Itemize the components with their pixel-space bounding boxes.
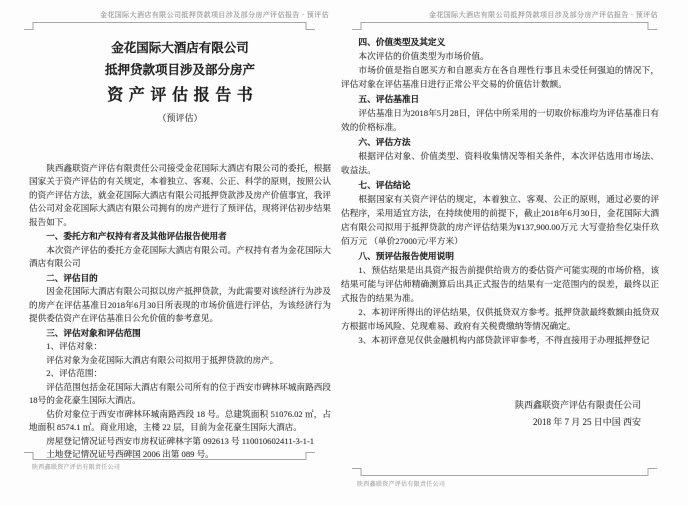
section-heading-4: 四、价值类型及其定义 [358,37,446,47]
section-heading-1: 一、委托方和产权持有者及其他评估报告使用者 [46,231,227,241]
section-heading-8: 八、预评估报告使用说明 [358,251,454,261]
report-body-page [341,34,659,431]
section-heading-2: 二、评估目的 [46,272,98,283]
report-subtitle: （预评估） [157,113,203,123]
running-header-left: 金花国际大酒店有限公司抵押贷款项目涉及部分房产评估报告 · 预评估 [99,11,329,19]
paragraph: 土地登记情况证号西碑国 2006 出第 089 号。 [46,449,214,459]
section-heading-7: 七、评估结论 [358,180,411,190]
paragraph: 根据评估对象、价值类型、资料收集情况等相关条件，本次评估选用市场法、收益法。 [341,151,659,175]
section-heading-3: 三、评估对象和评估范围 [46,327,141,338]
report-cover-page [29,36,331,462]
paragraph: 本次评估的价值类型为市场价值。 [358,51,489,61]
report-title-project: 抵押贷款项目涉及部分房产 [104,63,255,77]
paragraph: 房屋登记情况证号西安市房权证碑林字第 092613 号 110010602411-3-1-1 [46,435,315,446]
list-item: 1、预估结果是出具资产报告前提供给贵方的委估资产可能实现的市场价格，该结果可能与评估师精确测算后出具正式报告的结果有一定范围内的误差，最终以正式报告的结果为准。 [341,265,659,303]
running-footer-right: 陕西鑫联资产评估有限责任公司 [357,482,446,488]
paragraph: 评估基准日为2018年5月28日，评估中所采用的一切取价标准均为评估基准日有效的价格标准。 [341,108,659,132]
paragraph: 评估范围包括金花国际大酒店有限公司所有的位于西安市碑林环城南路西段 18号的金花豪生国际大酒店。 [29,381,331,405]
list-item: 1、评估对象： [46,341,103,351]
running-header-right: 金花国际大酒店有限公司抵押贷款项目涉及部分房产评估报告 · 预评估 [428,11,658,19]
signature-date-place: 2018 年 7 月 25 日中国 西安 [532,417,641,427]
paragraph: 因金花国际大酒店有限公司拟以房产抵押贷款，为此需要对该经济行为涉及的房产在评估基准日2018年6月30日所表现的市场价值进行评估，为该经济行为提供委估资产在评估基准日公允价值的参考意见。 [29,286,331,323]
list-item: 3、本初评意见仅供金融机构内部贷款评审参考，不得直接用于办理抵押登记 [358,335,650,345]
report-title-company: 金花国际大酒店有限公司 [111,41,249,55]
paragraph: 本次资产评估的委托方金花国际大酒店有限公司。产权持有者为金花国际大酒店有限公司 [29,244,331,268]
list-item: 2、本初评所得出的评估结果，仅供抵贷双方参考。抵押贷款最终数额由抵贷双方根据市场风险、兑现难易、政府有关税费缴纳等情况确定。 [341,307,659,331]
running-footer-left: 陕西鑫联资产评估有限责任公司 [32,465,121,471]
section-heading-6: 六、评估方法 [358,137,411,147]
valuation-conclusion-paragraph: 根据国家有关资产评估的规定，本着独立、客观、公正的原则，通过必要的评估程序，采用适宜方法，在持续使用的前提下，截止2018年6月30日，金花国际大酒店有限公司拟用于抵押贷款的房产评估结果为¥137,900.00万元 大写壹拾叁亿柒仟玖佰万元 （单价27000元/平方米） [341,194,659,246]
section-heading-5: 五、评估基准日 [358,94,420,104]
paragraph: 市场价值是指自愿买方和自愿卖方在各自理性行事且未受任何强迫的情况下，评估对象在评估基准日进行正常公平交易的价值估计数额。 [341,65,659,89]
intro-paragraph: 陕西鑫联资产评估有限责任公司接受金花国际大酒店有限公司的委托，根据国家关于资产评估的有关规定，本着独立、客观、公正、科学的原则，按照公认的资产评估方法，就金花国际大酒店有限公司抵押贷款涉及房产价值事宜，我评估公司对金花国际大酒店有限公司拥有的房产进行了预评估，现将评估初步结果报告如下。 [29,162,331,227]
list-item: 2、评估范围： [46,368,103,378]
signature-company: 陕西鑫联资产评估有限责任公司 [514,400,641,410]
report-title-main: 资产评估报告书 [107,87,259,104]
paragraph: 估价对象位于西安市碑林环城南路西段 18 号。总建筑面积 51076.02 ㎡，占地面积 8574.1 ㎡。商业用途，主楼 22 层，目前为金花豪生国际大酒店。 [29,408,331,432]
paragraph: 评估对象为金花国际大酒店有限公司拟用于抵押贷款的房产。 [46,354,279,365]
signature-block [341,397,659,431]
